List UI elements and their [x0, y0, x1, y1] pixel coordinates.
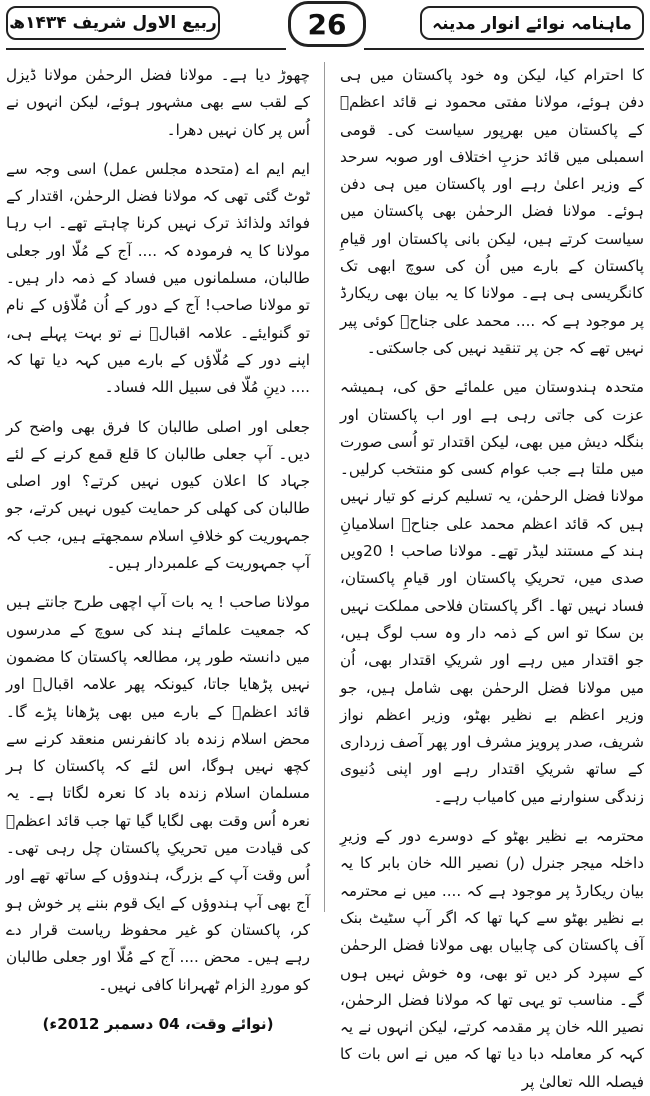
paragraph: جعلی اور اصلی طالبان کا فرق بھی واضح کر دیں۔ آپ جعلی طالبان کا قلع قمع کرنے کے لئے جہاد کا اعلان کیوں نہیں کرتے؟ اور اصلی طالبان کی کھلی کر حمایت کیوں نہیں کرتے، جو جمہوریت کو خلافِ اسلام سمجھتے ہیں، جب کہ آپ جمہوریت کے علمبردار ہیں۔ [6, 417, 310, 573]
left-column [6, 62, 310, 1033]
right-column [340, 62, 644, 1091]
paragraph: چھوڑ دیا ہے۔ مولانا فضل الرحمٰن مولانا ڈیزل کے لقب سے بھی مشہور ہوئے، لیکن انہوں نے اُس پر کان نہیں دھرا۔ [6, 66, 310, 139]
header-rule-left [6, 48, 286, 50]
paragraph: محترمہ بے نظیر بھٹو کے دوسرے دور کے وزیرِ داخلہ میجر جنرل (ر) نصیر اللہ خان بابر کا یہ بیان ریکارڈ پر موجود ہے کہ .... میں نے محترمہ بے نظیر بھٹو سے کہا تھا کہ اگر آپ سٹیٹ بنک آف پاکستان کی چابیاں بھی مولانا فضل الرحمٰن کے سپرد کر دیں تو بھی، وہ خوش نہیں ہوں گے۔ مناسب تو یہی تھا کہ مولانا فضل الرحمٰن، نصیر اللہ خان پر مقدمہ کرتے، لیکن انہوں نے یہ کہہ کر معاملہ دبا دیا تھا کہ میں نے اس بات کا فیصلہ اللہ تعالیٰ پر [340, 827, 644, 1091]
issue-date: ربیع الاول شریف ۱۴۳۴ھ [6, 6, 220, 40]
paragraph: کا احترام کیا، لیکن وہ خود پاکستان میں ہی دفن ہوئے، مولانا مفتی محمود نے قائد اعظمؒ کے پاکستان میں بھرپور سیاست کی۔ قومی اسمبلی میں قائد حزبِ اختلاف اور صوبہ سرحد کے وزیر اعلیٰ رہے اور پاکستان میں ہی دفن ہوئے۔ مولانا فضل الرحمٰن بھی پاکستان میں سیاست کرتے ہیں، لیکن بانی پاکستان اور قیامِ پاکستان کے بارے میں اُن کی سوچ ابھی تک کانگریسی ہی ہے۔ مولانا کا یہ بیان بھی ریکارڈ پر موجود ہے کہ .... محمد علی جناحؒ کوئی پیر نہیں تھے کہ جن پر تنقید نہیں کی جاسکتی۔ [340, 66, 644, 357]
source-citation: (نوائے وقت، 04 دسمبر 2012ء) [42, 1014, 274, 1033]
page-header [0, 0, 650, 58]
paragraph: ایم ایم اے (متحدہ مجلس عمل) اسی وجہ سے ٹوٹ گئی تھی کہ مولانا فضل الرحمٰن، اقتدار کے فوائد ولذائذ ترک نہیں کرنا چاہتے تھے۔ اب رہا مولانا کا یہ فرمودہ کہ .... آج کے مُلّا اور جعلی طالبان، مسلمانوں میں فساد کے ذمہ دار ہیں۔ تو مولانا صاحب! آج کے دور کے اُن مُلّاؤں کے نام تو گنوایئے۔ علامہ اقبالؒ نے تو بہت پہلے ہی، اپنے دور کے مُلّاؤں کے بارے میں کہہ دیا تھا کہ .... دینِ مُلّا فی سبیل اللہ فساد۔ [6, 159, 310, 397]
page-number: 26 [288, 1, 366, 47]
paragraph: مولانا صاحب ! یہ بات آپ اچھی طرح جانتے ہیں کہ جمعیت علمائے ہند کی سوچ کے مدرسوں میں دانستہ طور پر، مطالعہ پاکستان کا مضمون نہیں پڑھایا جاتا، کیونکہ پھر علامہ اقبالؒ اور قائد اعظمؒ کے بارے میں بھی پڑھانا پڑے گا۔ محض اسلام زندہ باد کانفرنس منعقد کرنے سے کچھ نہیں ہوگا، اس لئے کہ پاکستان کا ہر مسلمان اسلام زندہ باد کا نعرہ لگاتا ہے۔ یہ نعرہ اُس وقت بھی لگایا گیا تھا جب قائد اعظمؒ کی قیادت میں تحریکِ پاکستان چل رہی تھی۔ اُس وقت آپ کے بزرگ، ہندوؤں کے ساتھ تھے اور آج بھی آپ ہندوؤں کے ایک قوم بننے پر خوش ہو کر، پاکستان کو غیر محفوظ ریاست قرار دے رہے ہیں۔ محض .... آج کے مُلّا اور جعلی طالبان کو موردِ الزام ٹھہرانا کافی نہیں۔ [6, 593, 310, 994]
paragraph: متحدہ ہندوستان میں علمائے حق کی، ہمیشہ عزت کی جاتی رہی ہے اور اب پاکستان اور بنگلہ دیش میں بھی، لیکن اقتدار تو اُسی صورت میں ملتا ہے جب عوام کسی کو منتخب کرلیں۔ مولانا فضل الرحمٰن، یہ تسلیم کرنے کو تیار نہیں ہیں کہ قائد اعظم محمد علی جناحؒ اسلامیانِ ہند کے مستند لیڈر تھے۔ مولانا صاحب ! 20ویں صدی میں، تحریکِ پاکستان اور قیامِ پاکستان، فساد نہیں تھا۔ اگر پاکستان فلاحی مملکت نہیں بن سکا تو اس کے ذمہ دار وہ سب لوگ ہیں، جو اقتدار میں رہے اور شریکِ اقتدار بھی، اُن میں مولانا فضل الرحمٰن بھی شامل ہیں، جو وزیر اعظم بے نظیر بھٹو، وزیر اعظم نواز شریف، صدر پرویز مشرف اور پھر آصف زرداری کے ساتھ شریکِ اقتدار رہے اور اپنی دُنیوی زندگی سنوارنے میں کامیاب رہے۔ [340, 378, 644, 806]
header-rule-right [364, 48, 644, 50]
column-divider [324, 62, 325, 912]
magazine-title: ماہنامہ نوائے انوار مدینہ [420, 6, 644, 40]
